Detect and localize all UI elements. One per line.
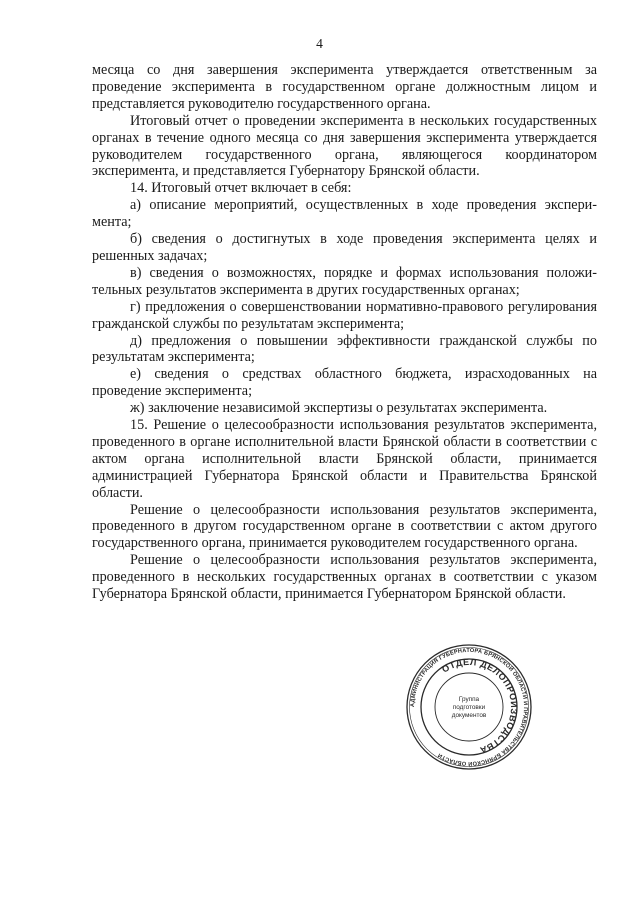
list-item-a: а) описание мероприятий, осуществленных в ходе проведения эксперимента;	[92, 197, 597, 231]
paragraph-decision-other-agency: Решение о целесообразности использования результатов эксперимента, проведенного в другом государственном органе в соответствии с актом другого государственного органа, принимается руководителем государственного органа.	[92, 501, 597, 552]
paragraph-item-14: 14. Итоговый отчет включает в себя:	[130, 180, 352, 197]
body-text	[92, 62, 597, 603]
paragraph-decision-multi-agency: Решение о целесообразности использования результатов эксперимента, проведенного в нескольких государственных органах в соответствии с указом Губернатора Брянской области, принимается Губернатором Брянской области.	[92, 552, 597, 603]
stamp-center-line-2: подготовки	[452, 704, 486, 711]
stamp-middle-text: ОТДЕЛ ДЕЛОПРОИЗВОДСТВА	[440, 656, 520, 756]
list-item-v: в) сведения о возможностях, порядке и формах использования положительных результатов эксперимента в других государственных органах;	[92, 264, 597, 298]
stamp-center-line-3: документов	[451, 712, 487, 719]
page-number: 4	[316, 36, 323, 51]
stamp-outer-text: АДМИНИСТРАЦИЯ ГУБЕРНАТОРА БРЯНСКОЙ ОБЛАСТИ И ПРАВИТЕЛЬСТВА БРЯНСКОЙ ОБЛАСТИ	[409, 647, 529, 767]
list-item-zh: ж) заключение независимой экспертизы о результатах эксперимента.	[130, 400, 548, 417]
paragraph-continuation: месяца со дня завершения эксперимента утверждается ответственным за проведение эксперимента в государственном органе должностным лицом и представляется руководителю государственного органа.	[92, 62, 597, 112]
official-stamp	[405, 643, 533, 771]
list-item-g: г) предложения о совершенствовании нормативно-правового регулирования гражданской службы по результатам эксперимента;	[92, 298, 597, 332]
paragraph-item-15: 15. Решение о целесообразности использования результатов эксперимента, проведенного в органе исполнительной власти Брянской области в соответствии с актом органа исполнительной власти Брянской области, принимается администрацией Губернатора Брянской области и Правительства Брянской области.	[92, 417, 597, 501]
list-item-b: б) сведения о достигнутых в ходе проведения эксперимента целях и решенных задачах;	[92, 231, 597, 264]
paragraph-final-report-multi-agency: Итоговый отчет о проведении эксперимента в нескольких государственных органах в течение одного месяца со дня завершения эксперимента утверждается руководителем государственного органа, являющегося координатором эксперимента, и представляется Губернатору Брянской области.	[92, 112, 597, 180]
stamp-center-line-1: Группа	[458, 696, 480, 703]
list-item-d: д) предложения о повышении эффективности гражданской службы по результатам эксперимента;	[92, 332, 597, 366]
list-item-e: е) сведения о средствах областного бюджета, израсходованных на проведение эксперимента;	[92, 366, 597, 400]
